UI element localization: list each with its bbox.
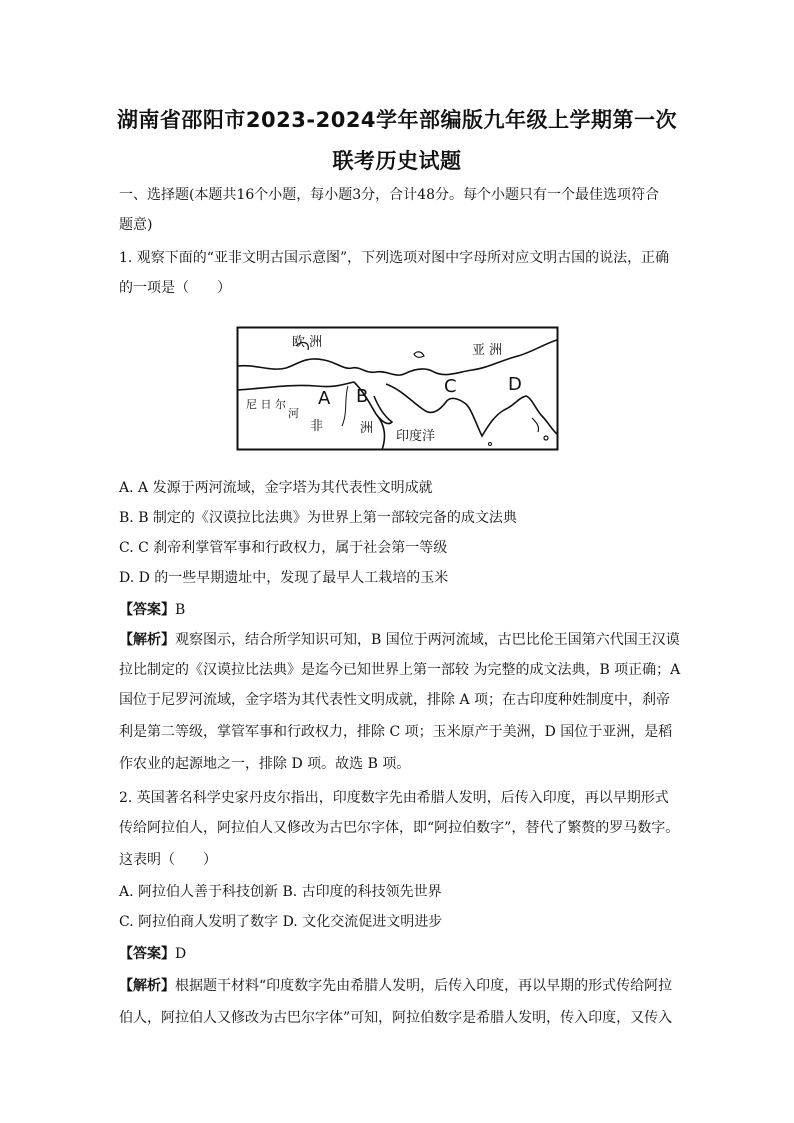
q2-analysis-label: 【解析】 — [119, 978, 175, 994]
q1-answer — [119, 600, 185, 620]
map-label-asia: 亚 洲 — [472, 343, 503, 358]
q1-stem: 1. 观察下面的“亚非文明古国示意图”，下列选项对图中字母所对应文明古国的说法，正确 — [119, 250, 670, 266]
q1-analysis-line5: 作农业的起源地之一，排除 D 项。故选 B 项。 — [119, 756, 411, 772]
q1-analysis-label: 【解析】 — [119, 632, 175, 648]
q2-stem-end: 这表明（ ） — [119, 852, 217, 868]
q1-option-d: D. D 的一些早期遗址中，发现了最早人工栽培的玉米 — [119, 570, 449, 586]
map-marker-a: A — [318, 388, 331, 409]
q2-stem: 2. 英国著名科学史家丹皮尔指出，印度数字先由希腊人发明，后传入印度，再以早期形式 — [119, 790, 669, 806]
q1-analysis-line1 — [119, 630, 680, 650]
map-marker-b: B — [356, 386, 369, 407]
q2-answer — [119, 944, 186, 964]
q2-analysis-line2: 伯人，阿拉伯人又修改为古巴尔字体”可知，阿拉伯数字是希腊人发明，传入印度，又传入 — [119, 1010, 673, 1026]
map-marker-d: D — [508, 374, 522, 395]
q2-analysis-text1: 根据题干材料“印度数字先由希腊人发明，后传入印度，再以早期的形式传给阿拉 — [175, 978, 673, 994]
document-title-line2: 联考历史试题 — [332, 149, 462, 173]
section-heading-cont: 题意) — [119, 217, 153, 233]
q1-option-b: B. B 制定的《汉谟拉比法典》为世界上第一部较完备的成文法典 — [119, 510, 517, 526]
q1-option-a: A. A 发源于两河流域，金字塔为其代表性文明成就 — [119, 480, 433, 496]
q1-stem-cont: 的一项是（ ） — [119, 280, 231, 296]
q1-analysis-line3: 国位于尼罗河流域，金字塔为其代表性文明成就，排除 A 项；在古印度种姓制度中，刹帝 — [119, 692, 671, 708]
map-label-africa-1: 非 — [310, 419, 324, 434]
q2-options-row1: A. 阿拉伯人善于科技创新 B. 古印度的科技领先世界 — [119, 884, 442, 900]
q1-analysis-line2: 拉比制定的《汉谟拉比法典》是迄今已知世界上第一部较 为完整的成文法典，B 项正确；A — [119, 662, 681, 678]
q1-option-c: C. C 刹帝利掌管军事和行政权力，属于社会第一等级 — [119, 540, 448, 556]
q1-answer-label: 【答案】 — [119, 602, 175, 618]
q1-analysis-text1: 观察图示，结合所学知识可知，B 国位于两河流域，古巴比伦王国第六代国王汉谟 — [175, 632, 680, 648]
q2-answer-label: 【答案】 — [119, 946, 175, 962]
map-label-niger: 尼 日 尔 — [246, 398, 286, 411]
map-label-europe: 欧 洲 — [292, 335, 323, 350]
map-marker-c: C — [444, 376, 457, 397]
map-label-river: 河 — [288, 407, 299, 420]
section-heading: 一、选择题(本题共16个小题，每小题3分，合计48分。每个小题只有一个最佳选项符合 — [119, 187, 659, 203]
q2-answer-value: D — [175, 946, 187, 962]
q2-analysis-line1 — [119, 976, 672, 996]
asia-africa-civilization-map — [236, 326, 559, 451]
q2-stem-cont: 传给阿拉伯人，阿拉伯人又修改为古巴尔字体，即“阿拉伯数字”，替代了繁赘的罗马数字。 — [119, 820, 680, 836]
q2-options-row2: C. 阿拉伯商人发明了数字 D. 文化交流促进文明进步 — [119, 914, 443, 930]
document-title-line1: 湖南省邵阳市2023-2024学年部编版九年级上学期第一次 — [116, 108, 678, 132]
map-label-africa-2: 洲 — [360, 421, 374, 436]
map-label-indian-ocean: 印度洋 — [396, 429, 436, 444]
q1-analysis-line4: 利是第二等级，掌管军事和行政权力，排除 C 项；玉米原产于美洲，D 国位于亚洲，是稻 — [119, 724, 673, 740]
q1-answer-value: B — [175, 602, 186, 618]
